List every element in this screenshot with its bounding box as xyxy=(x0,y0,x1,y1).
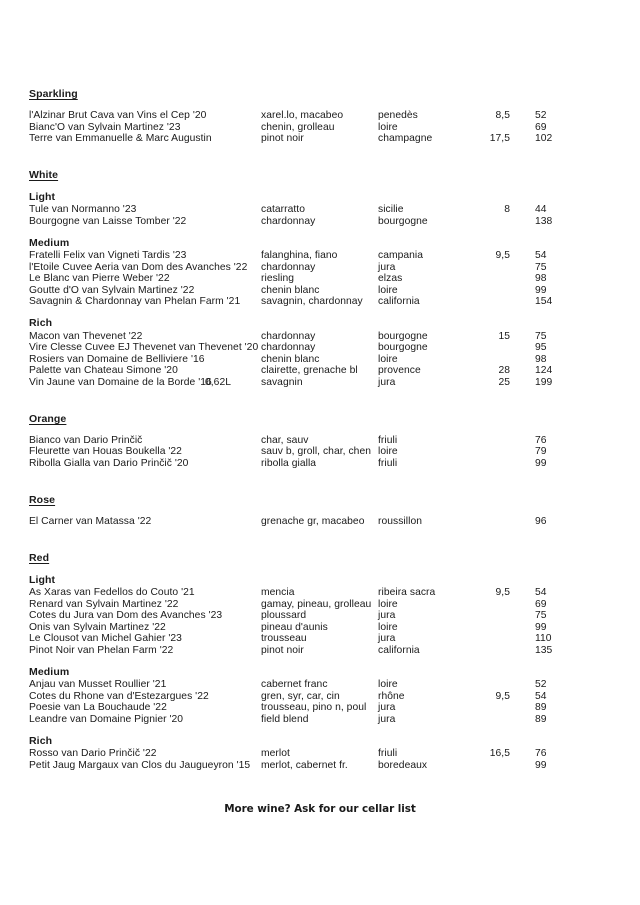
wine-glass-price: 25 xyxy=(498,376,510,388)
wine-row xyxy=(29,435,611,447)
wine-region: elzas xyxy=(378,273,403,285)
wine-bottle-price: 54 xyxy=(535,690,547,702)
subsection-title: Light xyxy=(29,191,56,204)
wine-grapes: pinot noir xyxy=(261,133,304,145)
wine-row xyxy=(29,377,611,389)
wine-row xyxy=(29,204,611,216)
wine-grapes: chardonnay xyxy=(261,342,316,354)
wine-name: Cotes du Jura van Dom des Avanches '23 xyxy=(29,610,223,622)
wine-bottle-price: 154 xyxy=(535,296,553,308)
spacer xyxy=(29,469,611,490)
wine-row xyxy=(29,273,611,285)
wine-name: El Carner van Matassa '22 xyxy=(29,515,152,527)
wine-bottle-price: 89 xyxy=(535,713,547,725)
wine-grapes: falanghina, fiano xyxy=(261,250,338,262)
wine-bottle-price: 98 xyxy=(535,273,547,285)
wine-name: Terre van Emmanuelle & Marc Augustin xyxy=(29,133,212,145)
wine-section xyxy=(29,548,611,771)
wine-grapes: merlot, cabernet fr. xyxy=(261,759,348,771)
wine-region: jura xyxy=(378,261,396,273)
section-title-text: Rose xyxy=(29,493,56,506)
wine-grapes: ploussard xyxy=(261,610,307,622)
wine-row xyxy=(29,342,611,354)
wine-region: roussillon xyxy=(378,515,422,527)
wine-name: Bianc'O van Sylvain Martinez '23 xyxy=(29,121,181,133)
section-title-text: Orange xyxy=(29,412,67,425)
wine-bottle-price: 98 xyxy=(535,353,547,365)
wine-row xyxy=(29,748,611,760)
wine-region: ribeira sacra xyxy=(378,587,436,599)
wine-row xyxy=(29,599,611,611)
wine-region: loire xyxy=(378,598,398,610)
wine-grapes: ribolla gialla xyxy=(261,457,317,469)
wine-region: champagne xyxy=(378,133,433,145)
wine-region: loire xyxy=(378,679,398,691)
wine-name: Rosiers van Domaine de Belliviere '16 xyxy=(29,353,205,365)
wine-region: campania xyxy=(378,250,424,262)
wine-row-group xyxy=(29,250,611,308)
wine-bottle-price: 69 xyxy=(535,598,547,610)
wine-bottle-price: 75 xyxy=(535,610,547,622)
wine-region: california xyxy=(378,644,420,656)
wine-row xyxy=(29,633,611,645)
wine-glass-price: 9,5 xyxy=(495,690,510,702)
wine-row xyxy=(29,610,611,622)
wine-bottle-price: 110 xyxy=(535,633,552,645)
wine-name: l'Etoile Cuvee Aeria van Dom des Avanches '22 xyxy=(29,261,248,273)
wine-region: jura xyxy=(378,702,396,714)
wine-name: Rosso van Dario Prinčič '22 xyxy=(29,748,157,760)
wine-grapes: field blend xyxy=(261,713,309,725)
wine-region: penedès xyxy=(378,110,418,121)
wine-grapes: savagnin, chardonnay xyxy=(261,296,363,308)
wine-row xyxy=(29,285,611,297)
wine-grapes: gren, syr, car, cin xyxy=(261,690,340,702)
subsection-title: Medium xyxy=(29,236,70,249)
wine-name: Goutte d'O van Sylvain Martinez '22 xyxy=(29,284,195,296)
wine-name: Le Blanc van Pierre Weber '22 xyxy=(29,273,170,285)
wine-grapes: trousseau, pino n, poul xyxy=(261,702,367,714)
wine-row xyxy=(29,216,611,228)
wine-region: bourgogne xyxy=(378,342,428,354)
wine-row xyxy=(29,760,611,772)
wine-grapes: chenin, grolleau xyxy=(261,121,335,133)
wine-bottle-price: 54 xyxy=(535,587,547,599)
spacer xyxy=(29,308,611,318)
wine-region: loire xyxy=(378,621,398,633)
wine-row xyxy=(29,516,611,528)
wine-row xyxy=(29,354,611,366)
wine-bottle-price: 138 xyxy=(535,215,553,227)
wine-name: Tule van Normanno '23 xyxy=(29,204,137,216)
section-heading xyxy=(29,490,611,516)
wine-bottle-price: 69 xyxy=(535,121,547,133)
wine-bottle-price: 99 xyxy=(535,284,547,296)
wine-bottle-price: 96 xyxy=(535,515,547,527)
wine-bottle-price: 44 xyxy=(535,204,547,216)
wine-row xyxy=(29,250,611,262)
wine-grapes: merlot xyxy=(261,748,290,760)
wine-glass-price: 8,5 xyxy=(495,110,510,121)
wine-grapes: char, sauv xyxy=(261,434,309,446)
wine-bottle-price: 75 xyxy=(535,330,547,342)
wine-grapes: gamay, pineau, grolleau xyxy=(261,598,372,610)
wine-bottle-price: 54 xyxy=(535,250,547,262)
wine-glass-price: 9,5 xyxy=(495,587,510,599)
wine-list-body xyxy=(29,84,611,771)
wine-row xyxy=(29,262,611,274)
subsection-title: Light xyxy=(29,574,56,586)
wine-region: bourgogne xyxy=(378,215,428,227)
wine-row-group xyxy=(29,516,611,528)
wine-bottle-price: 76 xyxy=(535,434,547,446)
wine-row-group xyxy=(29,748,611,771)
wine-region: provence xyxy=(378,365,421,377)
spacer xyxy=(29,656,611,666)
wine-bottle-price: 135 xyxy=(535,644,553,656)
subsection-title: Rich xyxy=(29,317,53,330)
wine-grapes: chardonnay xyxy=(261,215,316,227)
wine-name: Leandre van Domaine Pignier '20 xyxy=(29,713,184,725)
wine-region: california xyxy=(378,296,420,308)
section-heading xyxy=(29,165,611,191)
wine-grapes: chenin blanc xyxy=(261,284,320,296)
wine-glass-price: 16,5 xyxy=(489,748,510,760)
wine-grapes: mencia xyxy=(261,587,295,599)
wine-name: Macon van Thevenet '22 xyxy=(29,330,143,342)
wine-grapes: chenin blanc xyxy=(261,353,320,365)
wine-name: Ribolla Gialla van Dario Prinčič '20 xyxy=(29,457,189,469)
wine-grapes: xarel.lo, macabeo xyxy=(261,110,344,121)
spacer xyxy=(29,388,611,409)
wine-name: l'Alzinar Brut Cava van Vins el Cep '20 xyxy=(29,110,207,121)
wine-bottle-price: 52 xyxy=(535,110,547,121)
wine-region: friuli xyxy=(378,434,398,446)
wine-region: jura xyxy=(378,376,396,388)
wine-grapes: riesling xyxy=(261,273,295,285)
wine-region: jura xyxy=(378,633,396,645)
wine-region: friuli xyxy=(378,748,398,760)
wine-grapes: catarratto xyxy=(261,204,305,216)
wine-row xyxy=(29,458,611,470)
wine-bottle-price: 52 xyxy=(535,679,547,691)
wine-grapes: sauv b, groll, char, chen xyxy=(261,446,372,458)
wine-region: jura xyxy=(378,713,396,725)
wine-row-group xyxy=(29,110,611,145)
wine-bottle-price: 124 xyxy=(535,365,553,377)
subsection-title: Medium xyxy=(29,665,70,678)
wine-bottle-price: 102 xyxy=(535,133,553,145)
wine-region: loire xyxy=(378,446,398,458)
wine-bottle-price: 75 xyxy=(535,261,547,273)
wine-row-group xyxy=(29,679,611,725)
wine-region: boredeaux xyxy=(378,759,428,771)
wine-name: Palette van Chateau Simone '20 xyxy=(29,365,178,377)
wine-grapes: cabernet franc xyxy=(261,679,328,691)
wine-bottle-price: 79 xyxy=(535,446,547,458)
wine-name: Onis van Sylvain Martinez '22 xyxy=(29,621,166,633)
wine-region: loire xyxy=(378,353,398,365)
wine-name: Pinot Noir van Phelan Farm '22 xyxy=(29,644,174,656)
wine-bottle-price: 99 xyxy=(535,457,547,469)
wine-bottle-price: 76 xyxy=(535,748,547,760)
subsection-title: Rich xyxy=(29,734,53,747)
footer-note: More wine? Ask for our cellar list xyxy=(224,803,416,815)
wine-name: Vin Jaune van Domaine de la Borde '16 xyxy=(29,376,212,388)
spacer xyxy=(29,145,611,166)
wine-row xyxy=(29,702,611,714)
wine-grapes: chardonnay xyxy=(261,261,316,273)
wine-row-group xyxy=(29,204,611,227)
wine-grapes: trousseau xyxy=(261,633,307,645)
wine-row xyxy=(29,622,611,634)
wine-region: friuli xyxy=(378,457,398,469)
wine-row xyxy=(29,691,611,703)
wine-region: loire xyxy=(378,284,398,296)
wine-grapes: clairette, grenache bl xyxy=(261,365,358,377)
wine-grapes: chardonnay xyxy=(261,330,316,342)
wine-name: Le Clousot van Michel Gahier '23 xyxy=(29,633,182,645)
wine-bottle-size: 0,62L xyxy=(205,376,232,388)
wine-region: jura xyxy=(378,610,396,622)
wine-region: loire xyxy=(378,121,398,133)
wine-row-group xyxy=(29,331,611,389)
wine-bottle-price: 199 xyxy=(535,376,553,388)
wine-row-group xyxy=(29,435,611,470)
wine-row xyxy=(29,587,611,599)
wine-row-group xyxy=(29,587,611,656)
wine-name: Petit Jaug Margaux van Clos du Jaugueyron '15 xyxy=(29,759,251,771)
wine-section xyxy=(29,165,611,388)
wine-glass-price: 9,5 xyxy=(495,250,510,262)
wine-name: Fleurette van Houas Boukella '22 xyxy=(29,446,182,458)
wine-row xyxy=(29,446,611,458)
section-heading xyxy=(29,409,611,435)
wine-name: Vire Clesse Cuvee EJ Thevenet van Thevenet '20 xyxy=(29,342,259,354)
wine-section xyxy=(29,409,611,470)
wine-region: sicilie xyxy=(378,204,404,216)
wine-glass-price: 15 xyxy=(498,330,510,342)
wine-name: Savagnin & Chardonnay van Phelan Farm '21 xyxy=(29,296,241,308)
wine-name: Cotes du Rhone van d'Estezargues '22 xyxy=(29,690,209,702)
wine-row xyxy=(29,714,611,726)
wine-grapes: pineau d'aunis xyxy=(261,621,328,633)
wine-glass-price: 28 xyxy=(498,365,510,377)
wine-grapes: savagnin xyxy=(261,376,303,388)
wine-name: Fratelli Felix van Vigneti Tardis '23 xyxy=(29,250,187,262)
wine-row xyxy=(29,110,611,122)
wine-row xyxy=(29,331,611,343)
wine-row xyxy=(29,679,611,691)
wine-glass-price: 17,5 xyxy=(489,133,510,145)
spacer xyxy=(29,528,611,549)
wine-name: Bianco van Dario Prinčič xyxy=(29,434,143,446)
wine-section xyxy=(29,84,611,145)
wine-row xyxy=(29,296,611,308)
wine-region: rhône xyxy=(378,690,405,702)
wine-grapes: pinot noir xyxy=(261,644,304,656)
wine-glass-price: 8 xyxy=(504,204,510,216)
section-title-text: Sparkling xyxy=(29,88,78,100)
wine-bottle-price: 99 xyxy=(535,621,547,633)
wine-name: Poesie van La Bouchaude '22 xyxy=(29,702,167,714)
wine-bottle-price: 95 xyxy=(535,342,547,354)
spacer xyxy=(29,725,611,735)
wine-region: bourgogne xyxy=(378,330,428,342)
section-heading xyxy=(29,548,611,574)
section-heading xyxy=(29,84,611,110)
spacer xyxy=(29,227,611,237)
section-title-text: Red xyxy=(29,552,50,564)
wine-row xyxy=(29,365,611,377)
section-title-text: White xyxy=(29,169,59,182)
wine-grapes: grenache gr, macabeo xyxy=(261,515,365,527)
wine-bottle-price: 89 xyxy=(535,702,547,714)
wine-bottle-price: 99 xyxy=(535,759,547,771)
wine-name: As Xaras van Fedellos do Couto '21 xyxy=(29,587,195,599)
wine-row xyxy=(29,122,611,134)
wine-name: Renard van Sylvain Martinez '22 xyxy=(29,598,179,610)
wine-section xyxy=(29,490,611,528)
wine-name: Anjau van Musset Roullier '21 xyxy=(29,679,167,691)
wine-row xyxy=(29,133,611,145)
wine-name: Bourgogne van Laisse Tomber '22 xyxy=(29,215,187,227)
wine-row xyxy=(29,645,611,657)
